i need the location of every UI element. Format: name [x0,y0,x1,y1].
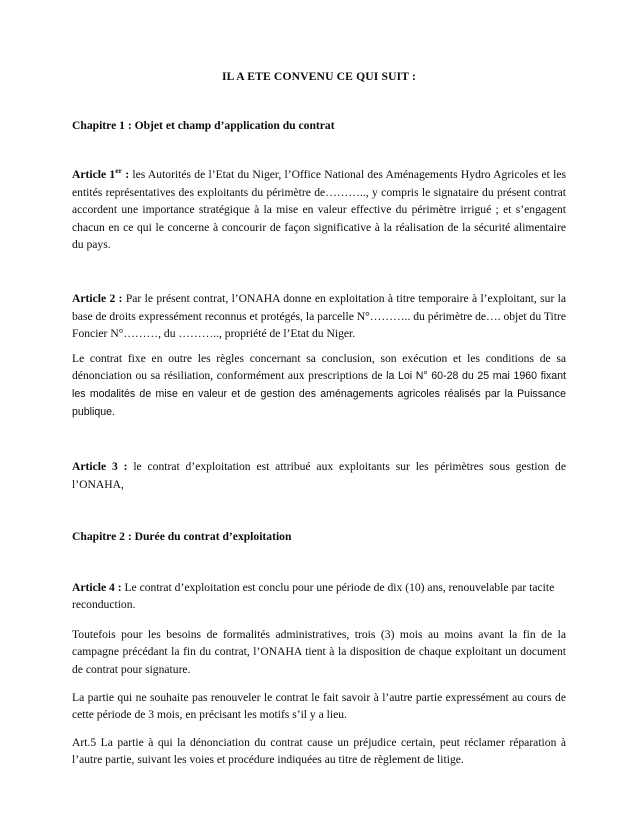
article-1-label-superscript: er [115,166,122,176]
article-4-administrative-formalities-paragraph: Toutefois pour les besoins de formalités administratives, trois (3) mois au moins avant la fin de la campagne précédant la fin du contrat, l’ONAHA tient à la disposition de chaque exploitant un document de contrat pour signature. [72,627,566,676]
article-1-label [72,168,132,181]
article-2-label: Article 2 : [72,292,126,306]
chapter-1-heading: Chapitre 1 : Objet et champ d’application du contrat [72,119,335,132]
article-4-paragraph [72,579,566,614]
article-2-text: Par le présent contrat, l’ONAHA donne en exploitation à titre temporaire à l’exploitant, sur la base de droits expressément reconnus et protégés, la parcelle N°……….. du périmètre de…. objet du Titre Foncier N°………, du ……….., propriété de l’Etat du Niger. [72,292,567,341]
article-3-text: le contrat d’exploitation est attribué aux exploitants sur les périmètres sous gestion de l’ONAHA, [72,460,566,491]
article-3-label: Article 3 : [72,460,134,474]
article-2-paragraph [72,290,566,343]
article-3-paragraph [72,458,566,493]
article-4-non-renewal-paragraph: La partie qui ne souhaite pas renouveler le contrat le fait savoir à l’autre partie expressément au cours de cette période de 3 mois, en précisant les motifs s’il y a lieu. [72,690,566,722]
document-body [72,0,566,769]
article-5-paragraph [72,734,566,769]
article-5-label: Art.5 [72,735,101,749]
article-5-text: La partie à qui la dénonciation du contrat cause un préjudice certain, peut réclamer réparation à l’autre partie, suivant les voies et procédure indiquées au titre de règlement de litige. [72,735,566,767]
article-2-followup-serif-text: Le contrat fixe en outre les règles concernant sa conclusion, son exécution et les conditions de sa dénonciation ou sa résiliation, conformément aux prescriptions de [72,351,566,383]
article-1-label-separator: : [121,168,133,181]
article-1-text: les Autorités de l’Etat du Niger, l’Office National des Aménagements Hydro Agricoles et les entités représentatives des exploitants du périmètre de……….., y compris le signataire du présent contrat accordent une importance stratégique à la mise en valeur effective du périmètre irrigué ; et s’engagent chacun en ce qui le concerne à concourir de façon significative à la réalisation de la sécurité alimentaire du pays. [72,168,566,252]
article-2-followup-sans-text: la Loi N° 60-28 du 25 mai 1960 fixant les modalités de mise en valeur et de gestion des aménagements agricoles réalisés par la Puissance publique. [72,370,566,418]
article-1-paragraph [72,166,566,254]
chapter-2-heading: Chapitre 2 : Durée du contrat d’exploitation [72,529,292,543]
article-4-text: Le contrat d’exploitation est conclu pour une période de dix (10) ans, renouvelable par tacite reconduction. [72,580,555,612]
article-4-label: Article 4 : [72,580,125,594]
article-2-followup-paragraph [72,350,566,420]
article-1-label-text: Article 1 [72,168,116,181]
page-title: IL A ETE CONVENU CE QUI SUIT : [221,70,417,83]
